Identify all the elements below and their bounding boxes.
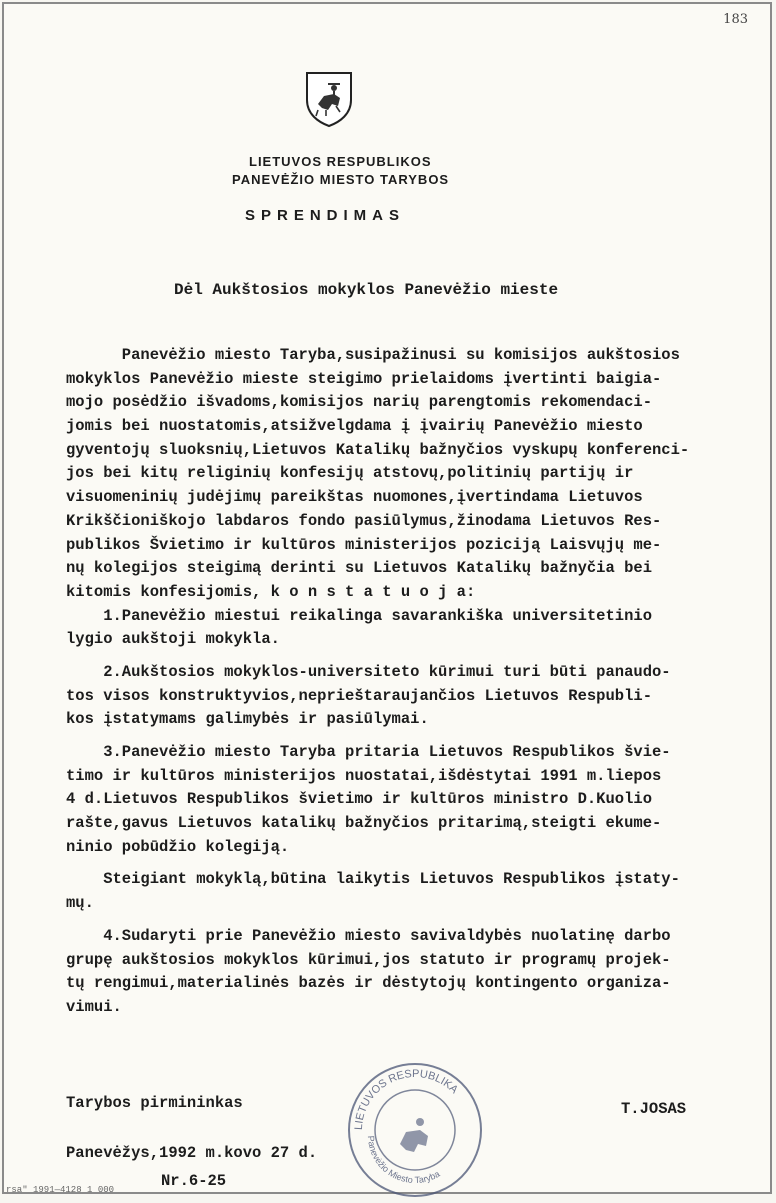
text-line: vimui.	[66, 997, 122, 1016]
page-number: 183	[723, 12, 748, 27]
text-line: tos visos konstruktyvios,neprieštaraujančios Lietuvos Respubli-	[66, 686, 652, 705]
text-line: Krikščioniškojo labdaros fondo pasiūlymus,žinodama Lietuvos Res-	[66, 511, 662, 530]
svg-text:LIETUVOS RESPUBLIKA	[353, 1068, 461, 1130]
text-line: publikos Švietimo ir kultūros ministerijos poziciją Laisvųjų me-	[66, 535, 662, 554]
text-line: rašte,gavus Lietuvos katalikų bažnyčios pritarimą,steigti ekume-	[66, 814, 662, 833]
text-line: mojo posėdžio išvadoms,komisijos narių parengtomis rekomendaci-	[66, 393, 652, 412]
text-line: jos bei kitų religinių konfesijų atstovų,politinių partijų ir	[66, 464, 634, 483]
text-line: tų rengimui,materialinės bazės ir dėstytojų kontingento organiza-	[66, 974, 671, 993]
text-line: 4 d.Lietuvos Respublikos švietimo ir kultūros ministro D.Kuolio	[66, 790, 652, 809]
text-line: 3.Panevėžio miesto Taryba pritaria Lietuvos Respublikos švie-	[66, 743, 671, 761]
text-line: visuomeninių judėjimų pareikštas nuomones,įvertindama Lietuvos	[66, 488, 643, 507]
document-subject: Dėl Aukštosios mokyklos Panevėžio mieste	[174, 281, 559, 299]
date-line: Panevėžys,1992 m.kovo 27 d.	[66, 1144, 318, 1162]
signature-role: Tarybos pirmininkas	[66, 1094, 243, 1112]
text-line: kitomis konfesijomis, k o n s t a t u o j a:	[66, 582, 476, 601]
text-line: 4.Sudaryti prie Panevėžio miesto savivaldybės nuolatinę darbo	[66, 926, 671, 945]
text-line: Panevėžio miesto Taryba,susipažinusi su komisijos aukštosios	[66, 346, 680, 364]
stamp-inner-text: Panevėžio Miesto Taryba	[365, 1135, 442, 1186]
document-body	[66, 344, 766, 1020]
coat-of-arms-icon	[304, 70, 354, 133]
text-line: Steigiant mokyklą,būtina laikytis Lietuvos Respublikos įstaty-	[66, 870, 680, 889]
text-line: nų kolegijos steigimą derinti su Lietuvos Katalikų bažnyčia bei	[66, 559, 652, 578]
text-line: grupę aukštosios mokyklos kūrimui,jos statuto ir programų projek-	[66, 950, 671, 969]
text-line: 2.Aukštosios mokyklos-universiteto kūrimui turi būti panaudo-	[66, 662, 671, 681]
text-line: mokyklos Panevėžio mieste steigimo prielaidoms įvertinti baigia-	[66, 369, 662, 388]
text-line: lygio aukštoji mokykla.	[66, 630, 280, 649]
document-title: SPRENDIMAS	[245, 207, 406, 224]
header-line-1: LIETUVOS RESPUBLIKOS	[249, 154, 432, 169]
text-line: mų.	[66, 894, 94, 913]
header-line-2: PANEVĖŽIO MIESTO TARYBOS	[232, 172, 450, 187]
official-stamp-icon	[340, 1052, 490, 1203]
text-line: 1.Panevėžio miestui reikalinga savarankiška universitetinio	[66, 606, 652, 625]
signature-name: T.JOSAS	[621, 1100, 687, 1118]
stamp-outer-text: LIETUVOS RESPUBLIKA	[352, 1067, 461, 1131]
document-page	[2, 2, 772, 1194]
printer-imprint: rsa" 1991—4128 1 000	[6, 1185, 115, 1195]
text-line: gyventojų sluoksnių,Lietuvos Katalikų bažnyčios vyskupų konferenci-	[66, 440, 690, 459]
document-number: Nr.6-25	[161, 1172, 227, 1190]
text-line: kos įstatymams galimybės ir pasiūlymai.	[66, 710, 429, 729]
text-line: timo ir kultūros ministerijos nuostatai,išdėstytai 1991 m.liepos	[66, 766, 662, 785]
text-line: jomis bei nuostatomis,atsižvelgdama į įvairių Panevėžio miesto	[66, 417, 643, 436]
text-line: ninio pobūdžio kolegiją.	[66, 837, 290, 856]
